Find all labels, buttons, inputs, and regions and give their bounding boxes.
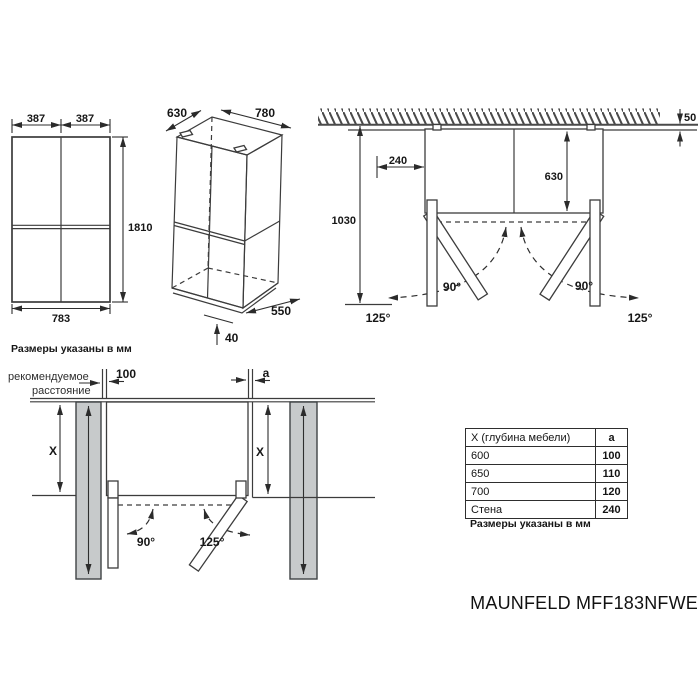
table-header-row [466,429,628,447]
door-90-install [108,498,118,568]
dim-100: 100 [115,367,137,381]
iso-top-face [177,117,282,155]
fridge-install-body [107,402,249,496]
dim-550: 550 [270,304,292,318]
install-view [8,366,375,579]
wall-spacer-right [587,125,595,131]
angle-90-right: 90° [574,279,594,293]
iso-view [166,106,300,345]
dim-x-left: X [48,444,58,458]
hint-distance: расстояние [32,385,91,397]
hinge-cap-right [234,146,247,153]
table-row [466,447,628,465]
iso-side-face [243,135,282,308]
cell-a-240: 240 [596,501,628,519]
angle-90-install: 90° [136,535,156,549]
dim-1810: 1810 [128,222,153,234]
cell-x-650: 650 [466,465,596,483]
dim-240: 240 [388,155,408,167]
angle-90-left: 90° [442,280,462,294]
dim-780: 780 [254,106,276,120]
angle-125-left: 125° [365,311,391,325]
hinge-right-install [236,481,246,498]
dim-50: 50 [684,112,697,124]
dim-387-left: 387 [26,113,46,125]
units-note-table: Размеры указаны в мм [470,518,591,530]
dim-a: a [262,366,270,380]
cell-x-wall: Стена [466,501,596,519]
angle-125-right: 125° [627,311,653,325]
hinge-left-install [108,481,118,498]
dim-630-iso: 630 [166,106,188,120]
cell-x-700: 700 [466,483,596,501]
cell-a-110: 110 [596,465,628,483]
top-view [318,109,698,326]
col-header-x: X (глубина мебели) [466,429,596,447]
units-note: Размеры указаны в мм [11,343,132,355]
hinge-cap-left [180,131,193,138]
table-row [466,501,628,519]
dim-387-right: 387 [75,113,95,125]
clearance-table [465,428,628,519]
dim-x-right: X [255,445,265,459]
swing-arc-90 [127,509,153,534]
cell-x-600: 600 [466,447,596,465]
dim-40: 40 [225,331,239,345]
table-row [466,483,628,501]
cell-a-100: 100 [596,447,628,465]
hint-recommended: рекомендуемое [8,371,89,383]
wall-spacer-left [433,125,441,131]
dim-783: 783 [51,313,71,325]
dim-1030: 1030 [331,215,356,227]
col-header-a: a [596,429,628,447]
wall-hatch [318,109,660,125]
front-view [11,113,152,355]
door-open-90-left [427,200,437,306]
angle-125-install: 125° [199,535,225,549]
dim-630-top: 630 [544,171,563,183]
cell-a-120: 120 [596,483,628,501]
model-title: MAUNFELD MFF183NFWE [470,593,698,613]
table-row [466,465,628,483]
